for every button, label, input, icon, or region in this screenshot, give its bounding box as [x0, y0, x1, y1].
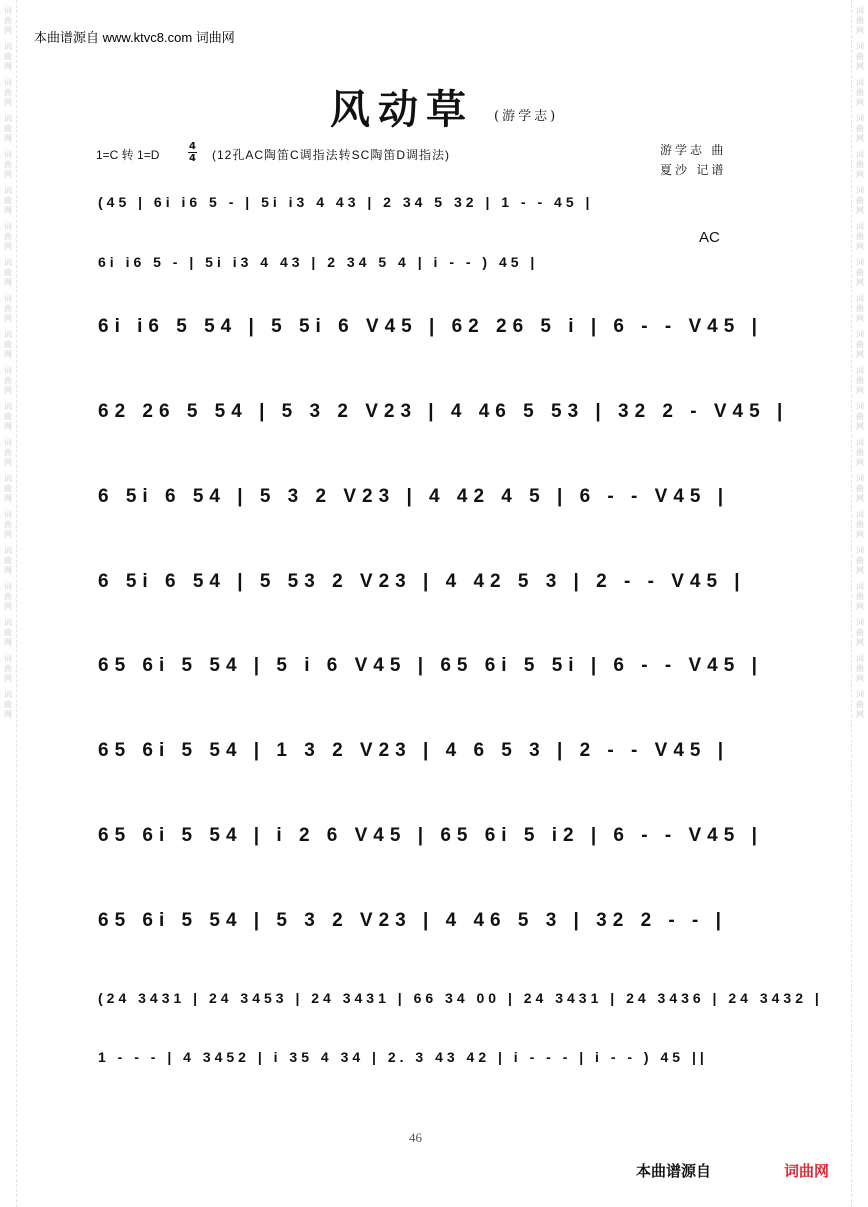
watermark-glyph: 词 曲 网: [4, 330, 12, 359]
transcriber-credit: 夏沙 记谱: [660, 163, 727, 177]
notation-row-4: [92, 393, 789, 433]
watermark-glyph: 词 曲 网: [856, 258, 864, 287]
song-title: 风动草: [330, 86, 474, 133]
watermark-glyph: 词 曲 网: [4, 654, 12, 683]
watermark-glyph: 词 曲 网: [4, 42, 12, 71]
watermark-glyph: 词 曲 网: [856, 510, 864, 539]
key-signature: 1=C 转 1=D: [96, 148, 160, 162]
source-footer: 本曲谱源自: [636, 1163, 712, 1180]
watermark-glyph: 词 曲 网: [856, 402, 864, 431]
row-notes: 6 5i 6 54 | 5 53 2 V23 | 4 42 5 3 | 2 - - V45 |: [98, 571, 746, 592]
watermark-glyph: 词 曲 网: [4, 510, 12, 539]
watermark-glyph: 词 曲 网: [4, 474, 12, 503]
row-notes: (45 | 6i i6 5 - | 5i i3 4 43 | 2 34 5 32 | 1 - - 45 |: [98, 194, 594, 210]
notation-row-6: [92, 563, 752, 603]
watermark-glyph: 词 曲 网: [856, 186, 864, 215]
watermark-glyph: 词 曲 网: [4, 6, 12, 35]
notation-row-2: [92, 246, 752, 286]
notation-row-1: [92, 186, 752, 226]
row-notes: 6 5i 6 54 | 5 3 2 V23 | 4 42 4 5 | 6 - - V45 |: [98, 486, 730, 507]
fingering-note: (12孔AC陶笛C调指法转SC陶笛D调指法): [212, 148, 451, 162]
page-number: 46: [409, 1130, 422, 1145]
row-notes: 62 26 5 54 | 5 3 2 V23 | 4 46 5 53 | 32 2 - V45 |: [98, 401, 789, 422]
notation-row-10: [92, 902, 752, 942]
source-brand: 词曲网: [784, 1163, 830, 1180]
watermark-glyph: 词 曲 网: [856, 474, 864, 503]
notation-row-9: [92, 817, 763, 857]
row-notes: 65 6i 5 54 | i 2 6 V45 | 65 6i 5 i2 | 6 - - V45 |: [98, 825, 763, 846]
watermark-strip-right: [851, 0, 868, 1207]
watermark-glyph: 词 曲 网: [4, 402, 12, 431]
watermark-glyph: 词 曲 网: [4, 618, 12, 647]
watermark-glyph: 词 曲 网: [856, 42, 864, 71]
watermark-glyph: 词 曲 网: [856, 366, 864, 395]
row-notes: 1 - - - | 4 3452 | i 35 4 34 | 2. 3 43 42 | i - - - | i - - ) 45 ||: [98, 1049, 708, 1065]
watermark-glyph: 词 曲 网: [856, 294, 864, 323]
watermark-glyph: 词 曲 网: [856, 330, 864, 359]
watermark-glyph: 词 曲 网: [4, 258, 12, 287]
watermark-glyph: 词 曲 网: [4, 78, 12, 107]
watermark-strip-left: [0, 0, 17, 1207]
row-notes: 65 6i 5 54 | 5 3 2 V23 | 4 46 5 3 | 32 2 - - |: [98, 910, 727, 931]
composer-credit: 游学志 曲: [660, 143, 727, 157]
watermark-glyph: 词 曲 网: [856, 114, 864, 143]
watermark-glyph: 词 曲 网: [4, 294, 12, 323]
watermark-glyph: 词 曲 网: [856, 222, 864, 251]
watermark-glyph: 词 曲 网: [4, 186, 12, 215]
notation-row-11: [92, 982, 823, 1022]
watermark-glyph: 词 曲 网: [4, 582, 12, 611]
time-signature-bottom: 4: [189, 153, 196, 164]
notation-row-12: [92, 1041, 752, 1081]
row-notes: 6i i6 5 - | 5i i3 4 43 | 2 34 5 4 | i - - ) 45 |: [98, 254, 539, 270]
watermark-glyph: 词 曲 网: [4, 150, 12, 179]
source-header: 本曲谱源自 www.ktvc8.com 词曲网: [34, 30, 235, 45]
time-signature: [188, 142, 197, 163]
watermark-glyph: 词 曲 网: [856, 150, 864, 179]
ac-label: AC: [699, 229, 720, 246]
watermark-glyph: 词 曲 网: [4, 438, 12, 467]
notation-row-5: [92, 478, 752, 518]
watermark-glyph: 词 曲 网: [856, 582, 864, 611]
row-notes: 65 6i 5 54 | 5 i 6 V45 | 65 6i 5 5i | 6 - - V45 |: [98, 655, 763, 676]
row-notes: 6i i6 5 54 | 5 5i 6 V45 | 62 26 5 i | 6 - - V45 |: [98, 316, 763, 337]
notation-row-7: [92, 647, 763, 687]
watermark-glyph: 词 曲 网: [856, 78, 864, 107]
song-subtitle: (游学志): [494, 109, 559, 124]
watermark-glyph: 词 曲 网: [4, 690, 12, 719]
watermark-glyph: 词 曲 网: [4, 366, 12, 395]
watermark-glyph: 词 曲 网: [4, 222, 12, 251]
watermark-glyph: 词 曲 网: [856, 654, 864, 683]
time-signature-top: 4: [189, 141, 196, 152]
notation-row-8: [92, 732, 752, 772]
watermark-glyph: 词 曲 网: [4, 114, 12, 143]
notation-row-3: [92, 308, 763, 348]
row-notes: 65 6i 5 54 | 1 3 2 V23 | 4 6 5 3 | 2 - - V45 |: [98, 740, 730, 761]
watermark-glyph: 词 曲 网: [856, 618, 864, 647]
watermark-glyph: 词 曲 网: [856, 546, 864, 575]
row-notes: (24 3431 | 24 3453 | 24 3431 | 66 34 00 | 24 3431 | 24 3436 | 24 3432 |: [98, 990, 823, 1006]
watermark-glyph: 词 曲 网: [856, 6, 864, 35]
watermark-glyph: 词 曲 网: [4, 546, 12, 575]
watermark-glyph: 词 曲 网: [856, 438, 864, 467]
watermark-glyph: 词 曲 网: [856, 690, 864, 719]
